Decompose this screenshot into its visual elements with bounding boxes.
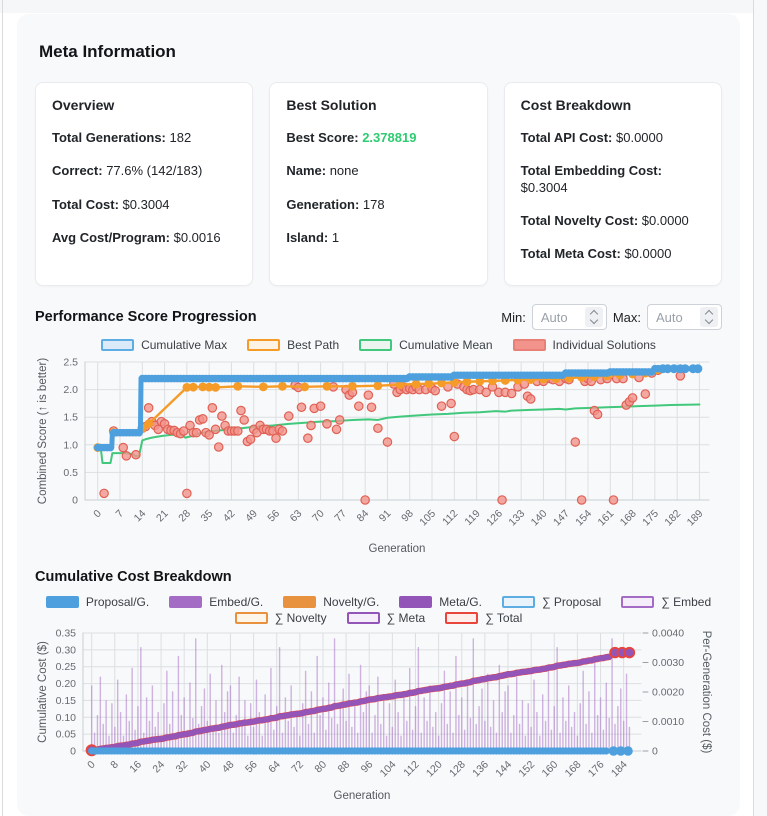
- legend-label: Meta/G.: [439, 595, 482, 610]
- legend-chip: [513, 339, 546, 351]
- svg-text:0.0030: 0.0030: [652, 657, 685, 670]
- svg-text:144: 144: [493, 758, 515, 780]
- stat-row: [52, 197, 236, 213]
- svg-text:160: 160: [539, 758, 561, 780]
- legend-item-total[interactable]: [445, 611, 522, 625]
- min-input[interactable]: [533, 306, 585, 328]
- legend-chip: [283, 596, 316, 608]
- stat-row: [52, 230, 236, 246]
- stat-label: Total Meta Cost:: [520, 246, 621, 261]
- overview-card: [35, 82, 253, 286]
- svg-text:40: 40: [196, 758, 214, 776]
- svg-text:0.0020: 0.0020: [652, 686, 685, 699]
- svg-text:104: 104: [377, 758, 399, 780]
- cost-chart[interactable]: [33, 627, 724, 805]
- legend-chip: [46, 596, 79, 608]
- stat-value: 178: [362, 196, 385, 212]
- svg-text:24: 24: [150, 758, 168, 776]
- svg-text:0: 0: [85, 758, 98, 772]
- svg-text:56: 56: [242, 758, 260, 776]
- svg-text:112: 112: [440, 507, 461, 529]
- legend-label: Novelty/G.: [323, 595, 380, 610]
- stat-label: Total Novelty Cost:: [520, 212, 639, 228]
- svg-text:128: 128: [446, 758, 468, 780]
- legend-chip: [169, 596, 202, 608]
- stat-row: [286, 130, 470, 146]
- svg-text:133: 133: [506, 507, 528, 529]
- stat-row: [52, 163, 236, 179]
- svg-text:0.15: 0.15: [55, 695, 76, 708]
- legend-label: ∑ Meta: [386, 611, 426, 626]
- stat-row: [52, 130, 236, 146]
- svg-text:56: 56: [265, 507, 283, 525]
- legend-item-meta[interactable]: [347, 611, 426, 625]
- svg-text:0.10: 0.10: [55, 712, 76, 725]
- svg-text:105: 105: [417, 507, 439, 529]
- min-label: Min:: [501, 309, 526, 325]
- stat-label: Generation:: [286, 196, 360, 212]
- svg-text:147: 147: [550, 507, 572, 529]
- legend-label: ∑ Embed: [661, 595, 712, 610]
- svg-text:161: 161: [595, 507, 617, 529]
- cost-section-title: Cumulative Cost Breakdown: [35, 569, 232, 586]
- svg-text:Generation: Generation: [368, 543, 426, 556]
- page-title: Meta Information: [39, 42, 176, 61]
- performance-section-title: Performance Score Progression: [35, 309, 257, 326]
- svg-text:88: 88: [335, 758, 353, 776]
- best-solution-card: [269, 82, 487, 286]
- svg-text:120: 120: [423, 758, 445, 780]
- cost-chart-legend-row1: [33, 595, 724, 609]
- svg-text:Generation: Generation: [333, 790, 391, 803]
- svg-text:91: 91: [376, 507, 394, 525]
- stat-value: $0.0000: [616, 130, 663, 145]
- svg-text:168: 168: [562, 758, 584, 780]
- stat-label: Total Embedding Cost:: [520, 163, 662, 179]
- svg-text:176: 176: [585, 758, 607, 780]
- legend-item-novelty[interactable]: [235, 611, 327, 625]
- svg-text:16: 16: [127, 758, 145, 776]
- svg-text:49: 49: [243, 507, 260, 525]
- stat-label: Total API Cost:: [520, 130, 613, 145]
- stat-value: $0.3004: [520, 179, 568, 195]
- cost-breakdown-card: [504, 82, 722, 286]
- svg-text:21: 21: [153, 507, 171, 525]
- svg-text:72: 72: [289, 758, 306, 776]
- best-score-value: 2.378819: [362, 130, 417, 145]
- svg-text:189: 189: [684, 507, 706, 529]
- svg-text:80: 80: [312, 758, 330, 776]
- cost-chart-legend-row2: [33, 611, 724, 625]
- stat-row: [521, 163, 705, 196]
- svg-text:7: 7: [113, 507, 127, 521]
- legend-item-proposal-g[interactable]: [46, 595, 149, 609]
- max-input-wrapper: [647, 304, 722, 330]
- legend-label: Proposal/G.: [85, 595, 150, 610]
- legend-chip: [502, 596, 535, 608]
- legend-item-individual-solutions[interactable]: [513, 338, 656, 352]
- svg-text:63: 63: [287, 507, 305, 525]
- meta-information-panel: [17, 14, 740, 816]
- legend-chip: [235, 612, 268, 624]
- legend-chip: [359, 339, 392, 351]
- svg-text:184: 184: [608, 758, 630, 780]
- min-input-wrapper: [532, 304, 607, 330]
- legend-item-cumulative-mean[interactable]: [359, 338, 492, 352]
- svg-text:Per-Generation Cost ($): Per-Generation Cost ($): [700, 630, 712, 754]
- svg-text:0.5: 0.5: [63, 467, 78, 480]
- svg-text:28: 28: [176, 507, 193, 525]
- svg-text:0: 0: [91, 507, 104, 521]
- svg-text:0: 0: [70, 745, 76, 758]
- stat-row: [286, 230, 470, 246]
- svg-text:140: 140: [528, 507, 550, 529]
- stat-value: $0.0000: [624, 246, 672, 261]
- svg-text:0: 0: [652, 745, 658, 758]
- stat-row: [521, 246, 705, 262]
- legend-label: Best Path: [287, 338, 340, 353]
- performance-section-header: [35, 304, 722, 330]
- svg-text:70: 70: [309, 507, 327, 525]
- stat-row: [521, 213, 705, 229]
- svg-text:48: 48: [219, 758, 237, 776]
- legend-chip: [247, 339, 280, 351]
- legend-item-cumulative-max[interactable]: [101, 338, 227, 352]
- svg-text:0.30: 0.30: [55, 644, 76, 657]
- legend-item-embed-g[interactable]: [169, 595, 263, 609]
- legend-chip: [399, 596, 432, 608]
- stat-label: Island:: [286, 229, 329, 245]
- svg-text:1.5: 1.5: [63, 411, 78, 424]
- svg-text:182: 182: [662, 507, 684, 529]
- stat-label: Total Generations:: [52, 130, 166, 145]
- stat-value: none: [329, 163, 359, 179]
- legend-item-embed[interactable]: [621, 595, 711, 609]
- svg-text:2.5: 2.5: [63, 356, 78, 369]
- svg-text:0.0040: 0.0040: [652, 627, 685, 640]
- stat-label: Best Score:: [286, 130, 359, 145]
- svg-text:77: 77: [332, 507, 349, 525]
- legend-label: Cumulative Max: [141, 338, 228, 353]
- legend-label: ∑ Total: [485, 611, 523, 626]
- stat-row: [521, 130, 705, 146]
- svg-text:1.0: 1.0: [63, 439, 78, 452]
- top-strip: [0, 0, 767, 13]
- svg-text:136: 136: [470, 758, 491, 780]
- left-edge-line: [2, 0, 3, 816]
- stat-value: 182: [169, 130, 192, 145]
- legend-label: Cumulative Mean: [399, 338, 493, 353]
- max-input[interactable]: [648, 306, 700, 328]
- svg-text:8: 8: [108, 758, 121, 772]
- svg-text:0.0010: 0.0010: [652, 716, 685, 729]
- stat-label: Correct:: [52, 163, 103, 179]
- svg-text:0: 0: [72, 494, 78, 507]
- stat-label: Avg Cost/Program:: [52, 229, 170, 245]
- spinner-icon[interactable]: [700, 307, 718, 327]
- performance-chart-legend: [33, 338, 724, 352]
- svg-text:152: 152: [516, 758, 538, 780]
- svg-text:168: 168: [617, 507, 639, 529]
- stat-row: [286, 163, 470, 179]
- axis-range-controls: [501, 304, 722, 330]
- legend-item-proposal[interactable]: [502, 595, 601, 609]
- legend-item-novelty-g[interactable]: [283, 595, 379, 609]
- legend-item-best-path[interactable]: [247, 338, 339, 352]
- svg-text:Cumulative Cost ($): Cumulative Cost ($): [37, 641, 49, 744]
- stat-label: Total Cost:: [52, 196, 119, 212]
- stat-value: $0.3004: [122, 196, 170, 212]
- legend-label: ∑ Proposal: [541, 595, 602, 610]
- svg-text:126: 126: [484, 507, 505, 529]
- svg-text:2.0: 2.0: [63, 384, 78, 397]
- legend-item-meta-g[interactable]: [399, 595, 482, 609]
- performance-chart[interactable]: [33, 354, 724, 559]
- svg-text:0.35: 0.35: [55, 627, 76, 640]
- svg-text:84: 84: [354, 507, 372, 525]
- stat-value: 77.6% (142/183): [106, 163, 203, 179]
- svg-text:32: 32: [173, 758, 191, 776]
- svg-text:42: 42: [220, 507, 238, 525]
- svg-text:98: 98: [399, 507, 416, 525]
- cost-breakdown-card-title: Cost Breakdown: [520, 97, 632, 113]
- svg-text:35: 35: [198, 507, 216, 525]
- legend-label: Individual Solutions: [552, 338, 656, 353]
- stat-value: $0.0000: [641, 212, 689, 228]
- legend-chip: [101, 339, 134, 351]
- svg-text:119: 119: [462, 507, 483, 529]
- svg-text:0.25: 0.25: [55, 661, 76, 674]
- svg-text:0.20: 0.20: [55, 678, 76, 691]
- summary-cards-row: [35, 82, 722, 286]
- svg-text:154: 154: [573, 507, 595, 529]
- scrollbar-track[interactable]: [753, 0, 767, 816]
- overview-card-title: Overview: [52, 97, 115, 113]
- legend-label: Embed/G.: [209, 595, 264, 610]
- legend-label: ∑ Novelty: [274, 611, 327, 626]
- svg-text:64: 64: [266, 758, 283, 776]
- svg-text:0.05: 0.05: [55, 728, 76, 741]
- legend-chip: [445, 612, 478, 624]
- best-solution-card-title: Best Solution: [286, 97, 377, 113]
- spinner-icon[interactable]: [585, 307, 603, 327]
- svg-text:Combined Score (↑ is better): Combined Score (↑ is better): [37, 358, 49, 505]
- svg-text:14: 14: [131, 507, 149, 525]
- legend-chip: [347, 612, 380, 624]
- stat-value: $0.0016: [173, 229, 221, 245]
- svg-text:175: 175: [640, 507, 661, 529]
- max-label: Max:: [612, 309, 641, 325]
- stat-label: Name:: [286, 163, 327, 179]
- legend-chip: [621, 596, 654, 608]
- stat-value: 1: [331, 229, 340, 245]
- stat-row: [286, 197, 470, 213]
- svg-text:112: 112: [401, 758, 422, 780]
- svg-text:96: 96: [358, 758, 376, 776]
